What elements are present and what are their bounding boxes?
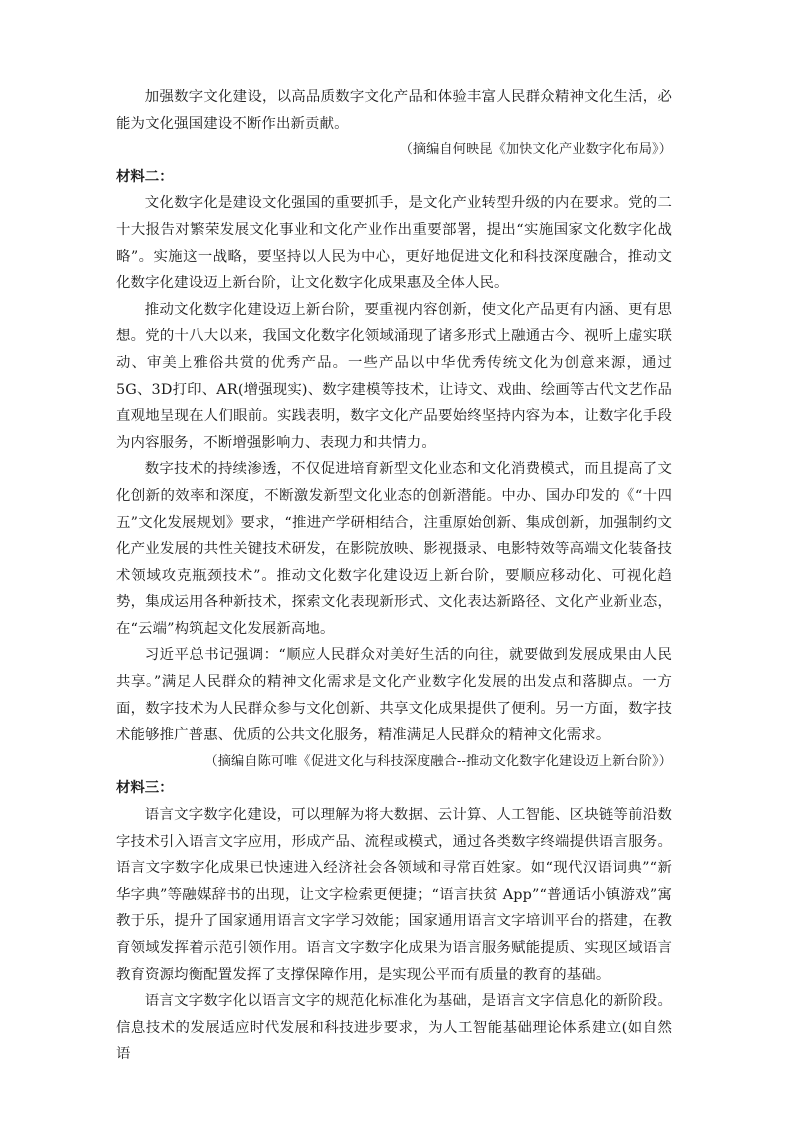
paragraph: 数字技术的持续渗透，不仅促进培育新型文化业态和文化消费模式，而且提高了文化创新的效率和深度，不断激发新型文化业态的创新潜能。中办、国办印发的《“十四五”文化发展规划》要求，“推进产学研相结合，注重原始创新、集成创新，加强制约文化产业发展的共性关键技术研发，在影院放映、影视摄录、电影特效等高端文化装备技术领域攻克瓶颈技术”。推动文化数字化建设迈上新台阶，要顺应移动化、可视化趋势，集成运用各种新技术，探索文化表现新形式、文化表达新路径、文化产业新业态，在“云端”构筑起文化发展新高地。 [116, 461, 672, 637]
section-heading: 材料二： [116, 168, 174, 185]
paragraph: 加强数字文化建设，以高品质数字文化产品和体验丰富人民群众精神文化生活，必能为文化强国建设不断作出新贡献。 [116, 89, 672, 132]
section-2 [116, 164, 672, 776]
section-1 [116, 84, 672, 164]
document-page [116, 84, 672, 1068]
paragraph: 推动文化数字化建设迈上新台阶，要重视内容创新，使文化产品更有内涵、更有思想。党的十八大以来，我国文化数字化领域涌现了诸多形式上融通古今、视听上虚实联动、审美上雅俗共赏的优秀产品。一些产品以中华优秀传统文化为创意来源，通过5G、3D打印、AR(增强现实)、数字建模等技术，让诗文、戏曲、绘画等古代文艺作品直观地呈现在人们眼前。实践表明，数字文化产品要始终坚持内容为本，让数字化手段为内容服务，不断增强影响力、表现力和共情力。 [116, 301, 672, 451]
source-citation: （摘编自何映昆《加快文化产业数字化布局》） [399, 142, 672, 158]
paragraph: 语言文字数字化建设，可以理解为将大数据、云计算、人工智能、区块链等前沿数字技术引入语言文字应用，形成产品、流程或模式，通过各类数字终端提供语言服务。语言文字数字化成果已快速进入经济社会各领域和寻常百姓家。如“现代汉语词典”“新华字典”等融媒辞书的出现，让文字检索更便捷；“语言扶贫 App”“普通话小镇游戏”寓教于乐，提升了国家通用语言文字学习效能；国家通用语言文字培训平台的搭建，在教育领域发挥着示范引领作用。语言文字数字化成果为语言服务赋能提质、实现区域语言教育资源均衡配置发挥了支撑保障作用，是实现公平而有质量的教育的基础。 [116, 807, 672, 983]
paragraph: 习近平总书记强调：“顺应人民群众对美好生活的向往，就要做到发展成果由人民共享。”满足人民群众的精神文化需求是文化产业数字化发展的出发点和落脚点。一方面，数字技术为人民群众参与文化创新、共享文化成果提供了便利。另一方面，数字技术能够推广普惠、优质的公共文化服务，精准满足人民群众的精神文化需求。 [116, 647, 672, 744]
section-3 [116, 775, 672, 1068]
source-citation: （摘编自陈可唯《促进文化与科技深度融合--推动文化数字化建设迈上新台阶》） [204, 753, 672, 769]
paragraph: 文化数字化是建设文化强国的重要抓手，是文化产业转型升级的内在要求。党的二十大报告对繁荣发展文化事业和文化产业作出重要部署，提出“实施国家文化数字化战略”。实施这一战略，要坚持以人民为中心，更好地促进文化和科技深度融合，推动文化数字化建设迈上新台阶，让文化数字化成果惠及全体人民。 [116, 195, 672, 292]
section-heading: 材料三： [116, 780, 174, 797]
paragraph: 语言文字数字化以语言文字的规范化标准化为基础，是语言文字信息化的新阶段。信息技术的发展适应时代发展和科技进步要求，为人工智能基础理论体系建立(如自然语 [116, 993, 672, 1063]
